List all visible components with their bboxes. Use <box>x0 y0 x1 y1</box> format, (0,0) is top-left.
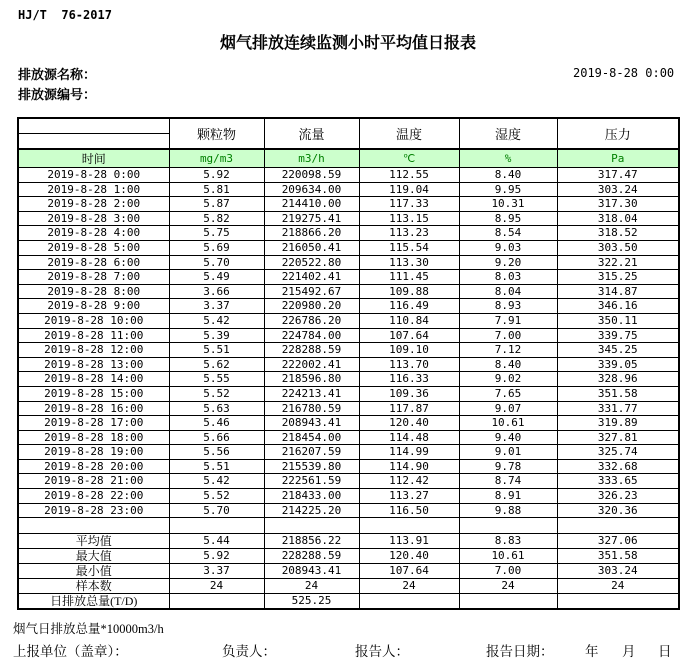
row-value: 9.95 <box>459 182 557 197</box>
summary-value: 120.40 <box>359 549 459 564</box>
summary-value: 7.00 <box>459 564 557 579</box>
row-value: 209634.00 <box>264 182 359 197</box>
summary-value <box>169 594 264 610</box>
report-date-label: 报告日期： <box>486 644 554 659</box>
row-value: 9.03 <box>459 240 557 255</box>
row-value: 9.88 <box>459 503 557 518</box>
source-code-label: 排放源编号： <box>18 87 97 102</box>
row-value: 5.55 <box>169 372 264 387</box>
page-title: 烟气排放连续监测小时平均值日报表 <box>219 35 476 52</box>
table-row <box>18 313 679 328</box>
row-time: 2019-8-28 16:00 <box>18 401 169 416</box>
row-time: 2019-8-28 19:00 <box>18 445 169 460</box>
summary-value: 327.06 <box>557 534 679 549</box>
row-value: 8.95 <box>459 211 557 226</box>
row-value: 7.91 <box>459 313 557 328</box>
summary-value: 5.92 <box>169 549 264 564</box>
row-time: 2019-8-28 23:00 <box>18 503 169 518</box>
row-time: 2019-8-28 5:00 <box>18 240 169 255</box>
row-value: 113.23 <box>359 226 459 241</box>
table-row <box>18 489 679 504</box>
spacer-cell <box>459 518 557 534</box>
row-value: 111.45 <box>359 270 459 285</box>
summary-value: 3.37 <box>169 564 264 579</box>
row-value: 228288.59 <box>264 343 359 358</box>
row-value: 7.00 <box>459 328 557 343</box>
report-datetime: 2019-8-28 0:00 <box>573 66 675 80</box>
row-value: 5.81 <box>169 182 264 197</box>
summary-value: 24 <box>359 579 459 594</box>
table-row <box>18 386 679 401</box>
unit-flow: m3/h <box>264 149 359 168</box>
table-row <box>18 503 679 518</box>
row-value: 333.65 <box>557 474 679 489</box>
table-row <box>18 430 679 445</box>
row-value: 114.90 <box>359 459 459 474</box>
spacer-cell <box>557 518 679 534</box>
row-value: 218866.20 <box>264 226 359 241</box>
summary-value: 113.91 <box>359 534 459 549</box>
row-value: 317.30 <box>557 197 679 212</box>
table-row <box>18 240 679 255</box>
spacer-cell <box>264 518 359 534</box>
table-row <box>18 372 679 387</box>
row-value: 339.05 <box>557 357 679 372</box>
summary-value: 107.64 <box>359 564 459 579</box>
row-time: 2019-8-28 18:00 <box>18 430 169 445</box>
row-time: 2019-8-28 0:00 <box>18 168 169 183</box>
table-row <box>18 343 679 358</box>
row-time: 2019-8-28 21:00 <box>18 474 169 489</box>
row-value: 345.25 <box>557 343 679 358</box>
row-value: 5.70 <box>169 503 264 518</box>
summary-value: 525.25 <box>264 594 359 610</box>
row-value: 339.75 <box>557 328 679 343</box>
row-value: 113.27 <box>359 489 459 504</box>
row-time: 2019-8-28 8:00 <box>18 284 169 299</box>
unit-header-row <box>18 149 679 168</box>
table-row <box>18 182 679 197</box>
row-value: 220980.20 <box>264 299 359 314</box>
unit-particulate: mg/m3 <box>169 149 264 168</box>
row-value: 226786.20 <box>264 313 359 328</box>
table-row <box>18 445 679 460</box>
summary-value: 24 <box>169 579 264 594</box>
row-value: 109.10 <box>359 343 459 358</box>
row-value: 5.42 <box>169 474 264 489</box>
row-value: 9.78 <box>459 459 557 474</box>
row-time: 2019-8-28 2:00 <box>18 197 169 212</box>
row-value: 9.02 <box>459 372 557 387</box>
row-value: 114.48 <box>359 430 459 445</box>
report-table <box>17 117 680 610</box>
row-value: 9.40 <box>459 430 557 445</box>
table-row <box>18 357 679 372</box>
summary-row <box>18 594 679 610</box>
table-row <box>18 226 679 241</box>
summary-value: 303.24 <box>557 564 679 579</box>
summary-value: 5.44 <box>169 534 264 549</box>
row-value: 110.84 <box>359 313 459 328</box>
table-row <box>18 474 679 489</box>
row-value: 318.52 <box>557 226 679 241</box>
row-value: 117.33 <box>359 197 459 212</box>
table-row <box>18 401 679 416</box>
summary-value: 24 <box>557 579 679 594</box>
row-value: 218454.00 <box>264 430 359 445</box>
row-value: 325.74 <box>557 445 679 460</box>
row-time: 2019-8-28 12:00 <box>18 343 169 358</box>
summary-value: 24 <box>459 579 557 594</box>
month-label: 月 <box>622 644 636 659</box>
row-value: 327.81 <box>557 430 679 445</box>
summary-value <box>459 594 557 610</box>
row-value: 328.96 <box>557 372 679 387</box>
corner-cell-top <box>19 119 169 134</box>
row-value: 117.87 <box>359 401 459 416</box>
total-volume-note: 烟气日排放总量*10000m3/h <box>13 622 164 636</box>
hourly-rows <box>18 168 679 610</box>
row-value: 216780.59 <box>264 401 359 416</box>
row-time: 2019-8-28 6:00 <box>18 255 169 270</box>
row-value: 215492.67 <box>264 284 359 299</box>
table-row <box>18 328 679 343</box>
row-value: 215539.80 <box>264 459 359 474</box>
corner-cell <box>18 118 169 149</box>
row-value: 303.24 <box>557 182 679 197</box>
row-value: 8.40 <box>459 357 557 372</box>
row-value: 214225.20 <box>264 503 359 518</box>
row-value: 5.52 <box>169 489 264 504</box>
summary-value <box>359 594 459 610</box>
row-value: 8.04 <box>459 284 557 299</box>
row-value: 112.42 <box>359 474 459 489</box>
summary-value: 10.61 <box>459 549 557 564</box>
summary-label: 平均值 <box>18 534 169 549</box>
row-value: 8.93 <box>459 299 557 314</box>
day-label: 日 <box>658 644 672 659</box>
summary-row <box>18 534 679 549</box>
row-value: 350.11 <box>557 313 679 328</box>
row-value: 303.50 <box>557 240 679 255</box>
standard-number: HJ/T 76-2017 <box>18 8 112 22</box>
row-value: 317.47 <box>557 168 679 183</box>
row-value: 9.01 <box>459 445 557 460</box>
row-value: 224213.41 <box>264 386 359 401</box>
col-header-particulate: 颗粒物 <box>169 118 264 149</box>
table-row <box>18 255 679 270</box>
row-value: 116.33 <box>359 372 459 387</box>
row-value: 7.65 <box>459 386 557 401</box>
row-value: 5.62 <box>169 357 264 372</box>
row-time: 2019-8-28 17:00 <box>18 416 169 431</box>
row-time: 2019-8-28 13:00 <box>18 357 169 372</box>
table-header-row <box>18 118 679 149</box>
report-unit-label: 上报单位（盖章）： <box>13 644 128 659</box>
source-name-label: 排放源名称： <box>18 67 97 82</box>
summary-value: 228288.59 <box>264 549 359 564</box>
col-header-humidity: 湿度 <box>459 118 557 149</box>
table-row <box>18 211 679 226</box>
row-value: 3.66 <box>169 284 264 299</box>
row-value: 5.52 <box>169 386 264 401</box>
row-value: 113.15 <box>359 211 459 226</box>
row-time: 2019-8-28 4:00 <box>18 226 169 241</box>
row-value: 116.49 <box>359 299 459 314</box>
row-value: 116.50 <box>359 503 459 518</box>
col-header-pressure: 压力 <box>557 118 679 149</box>
spacer-cell <box>359 518 459 534</box>
row-time: 2019-8-28 1:00 <box>18 182 169 197</box>
table-row <box>18 299 679 314</box>
row-value: 8.03 <box>459 270 557 285</box>
row-value: 218596.80 <box>264 372 359 387</box>
row-value: 220098.59 <box>264 168 359 183</box>
row-value: 315.25 <box>557 270 679 285</box>
row-value: 120.40 <box>359 416 459 431</box>
row-value: 319.89 <box>557 416 679 431</box>
row-value: 5.92 <box>169 168 264 183</box>
row-value: 3.37 <box>169 299 264 314</box>
row-time: 2019-8-28 11:00 <box>18 328 169 343</box>
row-value: 109.88 <box>359 284 459 299</box>
row-value: 5.70 <box>169 255 264 270</box>
table-row <box>18 197 679 212</box>
row-value: 219275.41 <box>264 211 359 226</box>
row-value: 320.36 <box>557 503 679 518</box>
row-value: 114.99 <box>359 445 459 460</box>
row-value: 7.12 <box>459 343 557 358</box>
row-value: 10.61 <box>459 416 557 431</box>
row-value: 113.30 <box>359 255 459 270</box>
row-value: 5.69 <box>169 240 264 255</box>
row-value: 113.70 <box>359 357 459 372</box>
row-value: 5.56 <box>169 445 264 460</box>
row-value: 5.87 <box>169 197 264 212</box>
summary-label: 最大值 <box>18 549 169 564</box>
summary-value: 208943.41 <box>264 564 359 579</box>
summary-label: 样本数 <box>18 579 169 594</box>
table-row <box>18 270 679 285</box>
row-value: 10.31 <box>459 197 557 212</box>
row-value: 224784.00 <box>264 328 359 343</box>
summary-value <box>557 594 679 610</box>
row-value: 222002.41 <box>264 357 359 372</box>
summary-value: 24 <box>264 579 359 594</box>
summary-value: 351.58 <box>557 549 679 564</box>
row-value: 5.75 <box>169 226 264 241</box>
row-value: 326.23 <box>557 489 679 504</box>
table-row <box>18 416 679 431</box>
row-value: 346.16 <box>557 299 679 314</box>
row-value: 220522.80 <box>264 255 359 270</box>
row-value: 8.91 <box>459 489 557 504</box>
row-value: 9.07 <box>459 401 557 416</box>
row-time: 2019-8-28 10:00 <box>18 313 169 328</box>
row-value: 222561.59 <box>264 474 359 489</box>
row-value: 5.49 <box>169 270 264 285</box>
row-time: 2019-8-28 3:00 <box>18 211 169 226</box>
row-value: 318.04 <box>557 211 679 226</box>
row-value: 214410.00 <box>264 197 359 212</box>
table-row <box>18 459 679 474</box>
table-row <box>18 168 679 183</box>
row-time: 2019-8-28 9:00 <box>18 299 169 314</box>
row-value: 332.68 <box>557 459 679 474</box>
row-value: 314.87 <box>557 284 679 299</box>
unit-pressure: Pa <box>557 149 679 168</box>
corner-cell-bottom <box>19 134 169 148</box>
row-time: 2019-8-28 14:00 <box>18 372 169 387</box>
row-value: 119.04 <box>359 182 459 197</box>
summary-label: 最小值 <box>18 564 169 579</box>
responsible-label: 负责人： <box>222 644 276 659</box>
row-value: 109.36 <box>359 386 459 401</box>
row-value: 5.51 <box>169 459 264 474</box>
col-header-temperature: 温度 <box>359 118 459 149</box>
row-value: 5.51 <box>169 343 264 358</box>
row-time: 2019-8-28 7:00 <box>18 270 169 285</box>
summary-row <box>18 564 679 579</box>
spacer-cell <box>18 518 169 534</box>
row-time: 2019-8-28 20:00 <box>18 459 169 474</box>
row-time: 2019-8-28 22:00 <box>18 489 169 504</box>
row-time: 2019-8-28 15:00 <box>18 386 169 401</box>
row-value: 5.63 <box>169 401 264 416</box>
row-value: 9.20 <box>459 255 557 270</box>
table-row <box>18 284 679 299</box>
time-header: 时间 <box>18 149 169 168</box>
row-value: 322.21 <box>557 255 679 270</box>
summary-label: 日排放总量(T/D) <box>18 594 169 610</box>
summary-row <box>18 579 679 594</box>
row-value: 112.55 <box>359 168 459 183</box>
spacer-cell <box>169 518 264 534</box>
reporter-label: 报告人： <box>355 644 409 659</box>
row-value: 5.42 <box>169 313 264 328</box>
summary-value: 218856.22 <box>264 534 359 549</box>
row-value: 8.74 <box>459 474 557 489</box>
row-value: 208943.41 <box>264 416 359 431</box>
year-label: 年 <box>585 644 599 659</box>
row-value: 216050.41 <box>264 240 359 255</box>
row-value: 351.58 <box>557 386 679 401</box>
summary-value: 8.83 <box>459 534 557 549</box>
unit-temperature: ℃ <box>359 149 459 168</box>
row-value: 216207.59 <box>264 445 359 460</box>
spacer-row <box>18 518 679 534</box>
row-value: 8.40 <box>459 168 557 183</box>
row-value: 5.82 <box>169 211 264 226</box>
row-value: 331.77 <box>557 401 679 416</box>
summary-row <box>18 549 679 564</box>
row-value: 8.54 <box>459 226 557 241</box>
row-value: 218433.00 <box>264 489 359 504</box>
row-value: 5.46 <box>169 416 264 431</box>
row-value: 107.64 <box>359 328 459 343</box>
unit-humidity: % <box>459 149 557 168</box>
row-value: 221402.41 <box>264 270 359 285</box>
row-value: 5.39 <box>169 328 264 343</box>
row-value: 115.54 <box>359 240 459 255</box>
row-value: 5.66 <box>169 430 264 445</box>
col-header-flow: 流量 <box>264 118 359 149</box>
